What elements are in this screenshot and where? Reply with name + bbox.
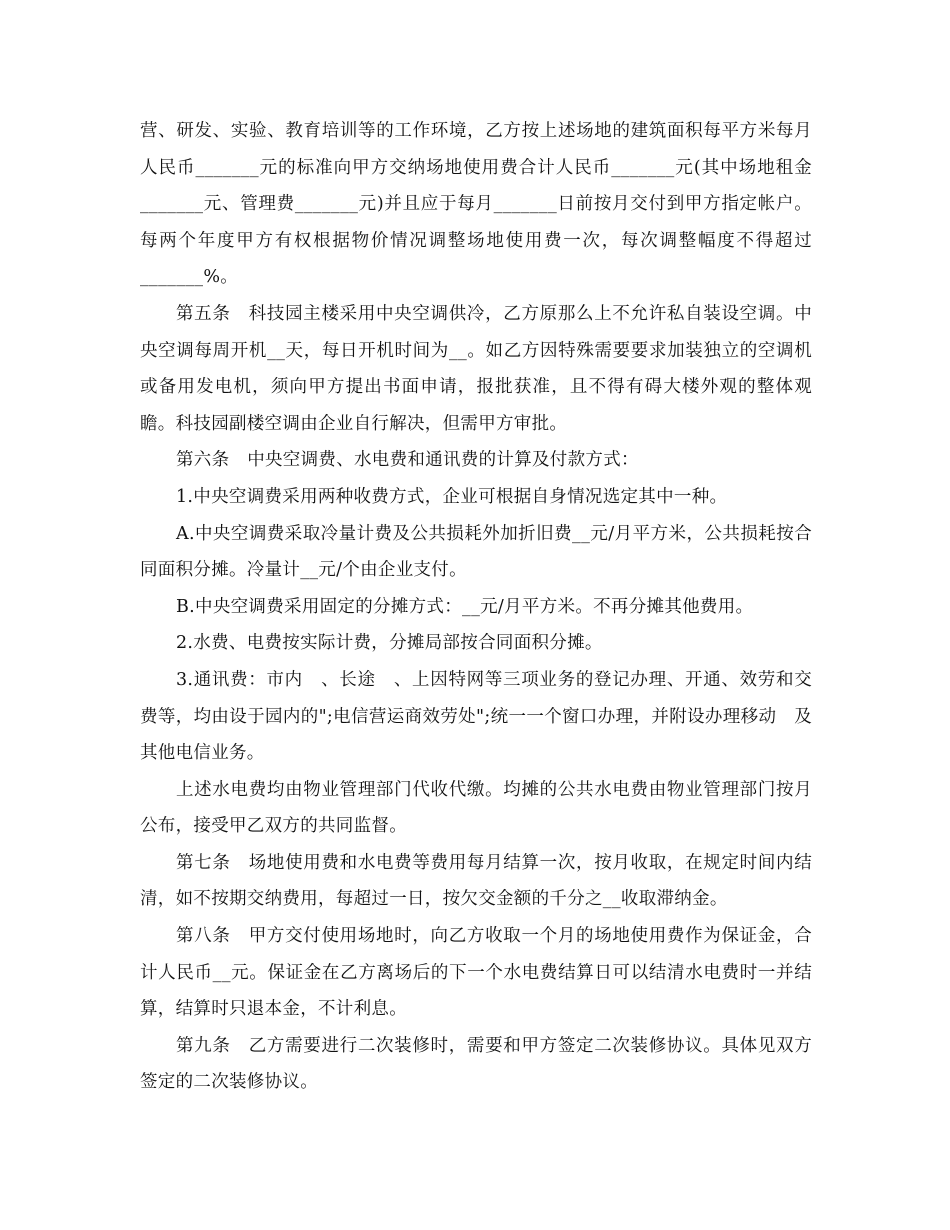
paragraph-article-6: 第六条 中央空调费、水电费和通讯费的计算及付款方式： [176, 450, 639, 471]
paragraph-site-fee-continuation: 营、研发、实验、教育培训等的工作环境，乙方按上述场地的建筑面积每平方米每月人民币_______元的标准向甲方交纳场地使用费合计人民币_______元(其中场地租金_______元、管理费_______元)并且应于每月_______日前按月交付到甲方指定帐户。每两个年度甲方有权根据物价情况调整场地使用费一次，每次调整幅度不得超过_______%。 [140, 121, 812, 288]
paragraph-article-9: 第九条 乙方需要进行二次装修时，需要和甲方签定二次装修协议。具体见双方签定的二次装修协议。 [140, 1035, 812, 1093]
paragraph-utility-collection: 上述水电费均由物业管理部门代收代缴。均摊的公共水电费由物业管理部门按月公布，接受甲乙双方的共同监督。 [140, 779, 812, 837]
paragraph-item-a: A.中央空调费采取冷量计费及公共损耗外加折旧费__元/月平方米，公共损耗按合同面积分摊。冷量计__元/个由企业支付。 [140, 523, 812, 581]
paragraph-item-3: 3.通讯费：市内 、长途 、上因特网等三项业务的登记办理、开通、效劳和交费等，均由设于园内的";电信营运商效劳处";统一一个窗口办理，并附设办理移动 及其他电信业务。 [140, 669, 812, 764]
document-body [140, 113, 812, 1101]
paragraph-item-b: B.中央空调费采用固定的分摊方式：__元/月平方米。不再分摊其他费用。 [176, 596, 754, 617]
paragraph-article-7: 第七条 场地使用费和水电费等费用每月结算一次，按月收取，在规定时间内结清，如不按期交纳费用，每超过一日，按欠交金额的千分之__收取滞纳金。 [140, 852, 812, 910]
paragraph-article-5: 第五条 科技园主楼采用中央空调供冷，乙方原那么上不允许私自装设空调。中央空调每周开机__天，每日开机时间为__。如乙方因特殊需要要求加装独立的空调机或备用发电机，须向甲方提出书面申请，报批获准，且不得有碍大楼外观的整体观瞻。科技园副楼空调由企业自行解决，但需甲方审批。 [140, 303, 812, 434]
paragraph-article-8: 第八条 甲方交付使用场地时，向乙方收取一个月的场地使用费作为保证金，合计人民币__元。保证金在乙方离场后的下一个水电费结算日可以结清水电费时一并结算，结算时只退本金，不计利息。 [140, 926, 812, 1020]
paragraph-item-1: 1.中央空调费采用两种收费方式，企业可根据自身情况选定其中一种。 [176, 486, 728, 507]
paragraph-item-2: 2.水费、电费按实际计费，分摊局部按合同面积分摊。 [176, 633, 603, 654]
